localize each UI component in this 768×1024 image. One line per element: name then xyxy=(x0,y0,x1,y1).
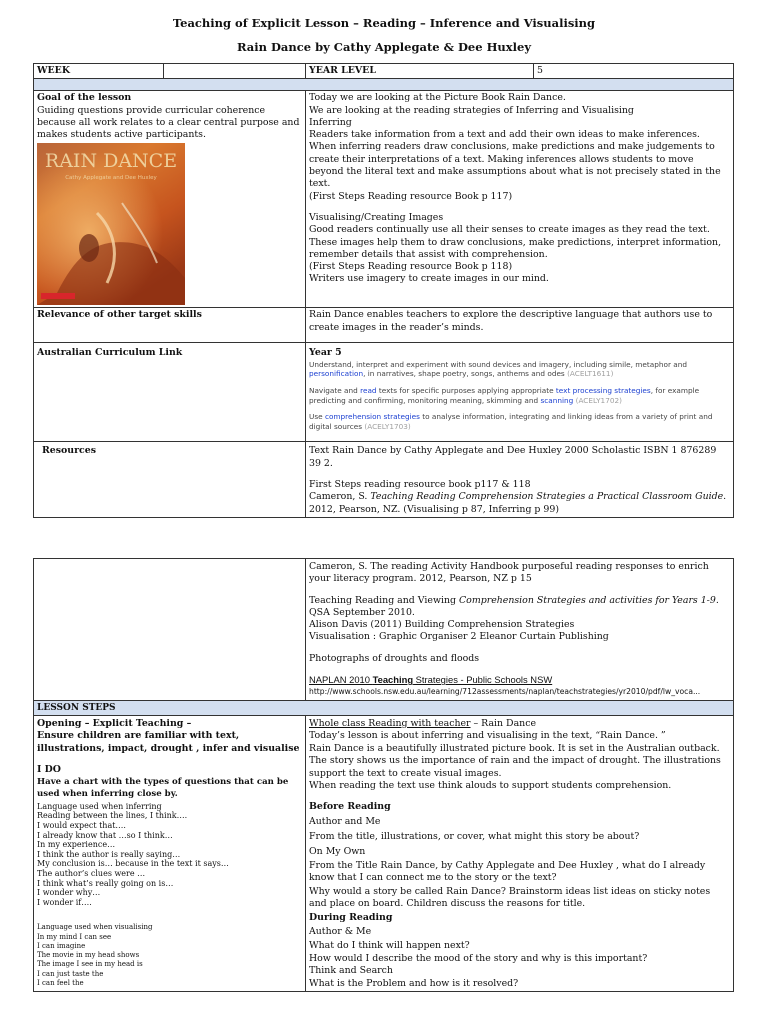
week-value xyxy=(164,64,306,79)
resource-3: Cameron, S. Teaching Reading Comprehension Strategies a Practical Classroom Guide. xyxy=(309,491,727,503)
resource-2: First Steps reading resource book p117 & 118 xyxy=(309,478,531,490)
list-item: I wonder if…. xyxy=(37,897,92,907)
list-item: The movie in my head shows xyxy=(37,951,140,960)
think-and-search-heading: Think and Search xyxy=(309,965,393,977)
week-row xyxy=(34,64,734,79)
goal-text: Guiding questions provide curricular coherence because all work relates to a clear central purpose and makes students active participants. xyxy=(37,104,300,141)
author-and-me-heading: Author and Me xyxy=(309,815,381,827)
lesson-steps-row xyxy=(34,700,734,715)
lesson-steps-content-row xyxy=(34,715,734,991)
page-title: Teaching of Explicit Lesson – Reading – Inference and Visualising xyxy=(172,16,596,30)
publisher-logo xyxy=(41,293,75,299)
goal-line: Readers take information from a text and add their own ideas to make inferences. When inferring readers draw conclusions, make predictions and make judgements to create their interpretations of a text. Making inferences allows students to move beyond the literal text and make assumptions about what is not precisely stated in the text. xyxy=(309,129,721,190)
visualising-language-list xyxy=(37,923,302,988)
page-subtitle: Rain Dance by Cathy Applegate & Dee Huxley xyxy=(236,40,532,54)
list-item: I can imagine xyxy=(37,941,86,950)
goal-description xyxy=(306,91,734,308)
list-item: The image I see in my head is xyxy=(37,960,143,969)
list-item: I think what’s really going on is… xyxy=(37,878,174,888)
goal-label: Goal of the lesson xyxy=(37,92,132,104)
rain-dance-book-cover xyxy=(37,143,185,305)
goal-line: We are looking at the reading strategies of Inferring and Visualising xyxy=(309,104,634,116)
goal-line: Good readers continually use all their senses to create images as they read the text. These images help them to draw conclusions, make predictions, interpret information, remember details that assist with comprehension. xyxy=(309,224,722,260)
acelt1611-code[interactable]: (ACELT1611) xyxy=(567,369,614,379)
list-item: I think the author is really saying… xyxy=(37,849,181,859)
lesson-table-1 xyxy=(33,63,734,518)
list-item: Language used when inferring xyxy=(37,801,162,811)
list-item: My conclusion is… because in the text it says… xyxy=(37,859,229,869)
acely1702-code[interactable]: (ACELY1702) xyxy=(575,395,622,405)
acely1703-code[interactable]: (ACELY1703) xyxy=(364,421,411,431)
resource-3-publisher: 2012, Pearson, NZ. (Visualising p 87, Inferring p 99) xyxy=(309,503,559,515)
comprehension-strategies-link[interactable]: comprehension strategies xyxy=(324,412,420,422)
lesson-table-2 xyxy=(33,558,734,992)
relevance-label: Relevance of other target skills xyxy=(34,308,306,343)
goal-line: (First Steps Reading resource Book p 118) xyxy=(309,261,513,273)
think-aloud-note: When reading the text use think alouds to support students comprehension. xyxy=(309,780,672,791)
resources-continued-row xyxy=(34,559,734,701)
curriculum-outcome-3: Use comprehension strategies to analyse information, integrating and linking ideas from a variety of print and digital sources (ACELY1703) xyxy=(309,412,713,431)
read-link[interactable]: read xyxy=(360,385,377,395)
scanning-link[interactable]: scanning xyxy=(540,395,574,405)
resource-qsa: Teaching Reading and Viewing Comprehension Strategies and activities for Years 1-9. QSA September 2010. xyxy=(309,594,719,618)
goal-line: Inferring xyxy=(309,116,352,128)
author-me-heading: Author & Me xyxy=(309,926,372,938)
i-do-heading: I DO xyxy=(37,763,61,775)
curriculum-outcome-1: Understand, interpret and experiment with sound devices and imagery, including simile, metaphor and personification, in narratives, shape poetry, songs, anthems and odes (ACELT1611) xyxy=(309,359,687,379)
naplan-link[interactable]: NAPLAN 2010 Teaching Strategies - Public Schools NSW xyxy=(309,674,553,686)
list-item: I already know that …so I think… xyxy=(37,830,173,840)
text-processing-link[interactable]: text processing strategies xyxy=(555,385,651,395)
resource-cameron: Cameron, S. The reading Activity Handbook purposeful reading responses to enrich your literacy program. 2012, Pearson, NZ p 15 xyxy=(309,561,709,585)
personification-link[interactable]: personification xyxy=(309,369,364,379)
lesson-intro: Today’s lesson is about inferring and visualising in the text, “Rain Dance. ” xyxy=(309,730,666,742)
curriculum-outcome-2: Navigate and read texts for specific purposes applying appropriate text processing strategies, for example predicting and confirming, monitoring meaning, skimming and scanning (ACELY1702) xyxy=(309,385,700,405)
goal-row xyxy=(34,91,734,308)
during-reading-heading: During Reading xyxy=(309,911,393,923)
resource-davis: Alison Davis (2011) Building Comprehension Strategies xyxy=(309,619,575,631)
naplan-url[interactable]: http://www.schools.nsw.edu.au/learning/712assessments/naplan/teachstrategies/yr2010/pdf/lw_voca... xyxy=(309,687,701,697)
question-2: From the Title Rain Dance, by Cathy Applegate and Dee Huxley , what do I already know that I can connect me to the story or the text? xyxy=(309,860,706,884)
inferring-language-list xyxy=(37,802,302,908)
goal-line: Visualising/Creating Images xyxy=(309,211,444,223)
resources-label: Resources xyxy=(34,442,306,517)
band-row xyxy=(34,79,734,91)
question-1: From the title, illustrations, or cover, what might this story be about? xyxy=(309,831,640,843)
list-item: Language used when visualising xyxy=(37,923,153,932)
year-level-value: 5 xyxy=(534,64,734,79)
list-item: I wonder why… xyxy=(37,888,101,898)
question-5: How would I describe the mood of the story and why is this important? xyxy=(309,952,648,964)
resource-photographs: Photographs of droughts and floods xyxy=(309,652,480,664)
lesson-description: Rain Dance is a beautifully illustrated picture book. It is set in the Australian outback. The story shows us the importance of rain and the impact of drought. The illustrations support the text to create visual images. xyxy=(309,742,721,779)
curriculum-label: Australian Curriculum Link xyxy=(34,343,306,442)
resource-visualisation: Visualisation : Graphic Organiser 2 Eleanor Curtain Publishing xyxy=(309,631,609,643)
question-6: What is the Problem and how is it resolved? xyxy=(309,977,519,989)
lesson-steps-label: LESSON STEPS xyxy=(34,700,734,715)
opening-heading: Opening – Explicit Teaching – xyxy=(37,717,192,729)
goal-line: Writers use imagery to create images in our mind. xyxy=(309,273,549,285)
ensure-text: Ensure children are familiar with text, illustrations, impact, drought , infer and visualise xyxy=(37,730,300,754)
question-4: What do I think will happen next? xyxy=(309,940,470,952)
resource-1: Text Rain Dance by Cathy Applegate and Dee Huxley 2000 Scholastic ISBN 1 876289 39 2. xyxy=(309,445,717,469)
book-cover-authors: Cathy Applegate and Dee Huxley xyxy=(65,175,157,182)
curriculum-row xyxy=(34,343,734,442)
resources-row xyxy=(34,442,734,517)
list-item: I can just taste the xyxy=(37,969,104,978)
relevance-text: Rain Dance enables teachers to explore the descriptive language that authors use to create images in the reader’s minds. xyxy=(306,308,734,343)
whole-class-heading: Whole class Reading with teacher – Rain Dance xyxy=(309,717,537,729)
list-item: Reading between the lines, I think…. xyxy=(37,811,188,821)
list-item: I would expect that…. xyxy=(37,820,126,830)
chart-note: Have a chart with the types of questions that can be used when inferring close by. xyxy=(37,777,289,800)
list-item: The author’s clues were … xyxy=(37,868,146,878)
relevance-row xyxy=(34,308,734,343)
year-level-label: YEAR LEVEL xyxy=(306,64,534,79)
on-my-own-heading: On My Own xyxy=(309,845,366,857)
list-item: I can feel the xyxy=(37,979,84,988)
question-3: Why would a story be called Rain Dance? Brainstorm ideas list ideas on sticky notes and place on board. Children discuss the reasons for title. xyxy=(309,885,711,910)
goal-line: (First Steps Reading resource Book p 117) xyxy=(309,190,513,202)
list-item: In my experience… xyxy=(37,840,116,850)
goal-line: Today we are looking at the Picture Book Rain Dance. xyxy=(309,92,566,104)
list-item: In my mind I can see xyxy=(37,932,112,941)
resources-continued-empty xyxy=(34,559,306,701)
curriculum-year: Year 5 xyxy=(309,347,342,359)
book-cover-title: RAIN DANCE xyxy=(44,150,178,173)
week-label: WEEK xyxy=(34,64,164,79)
before-reading-heading: Before Reading xyxy=(309,801,391,813)
